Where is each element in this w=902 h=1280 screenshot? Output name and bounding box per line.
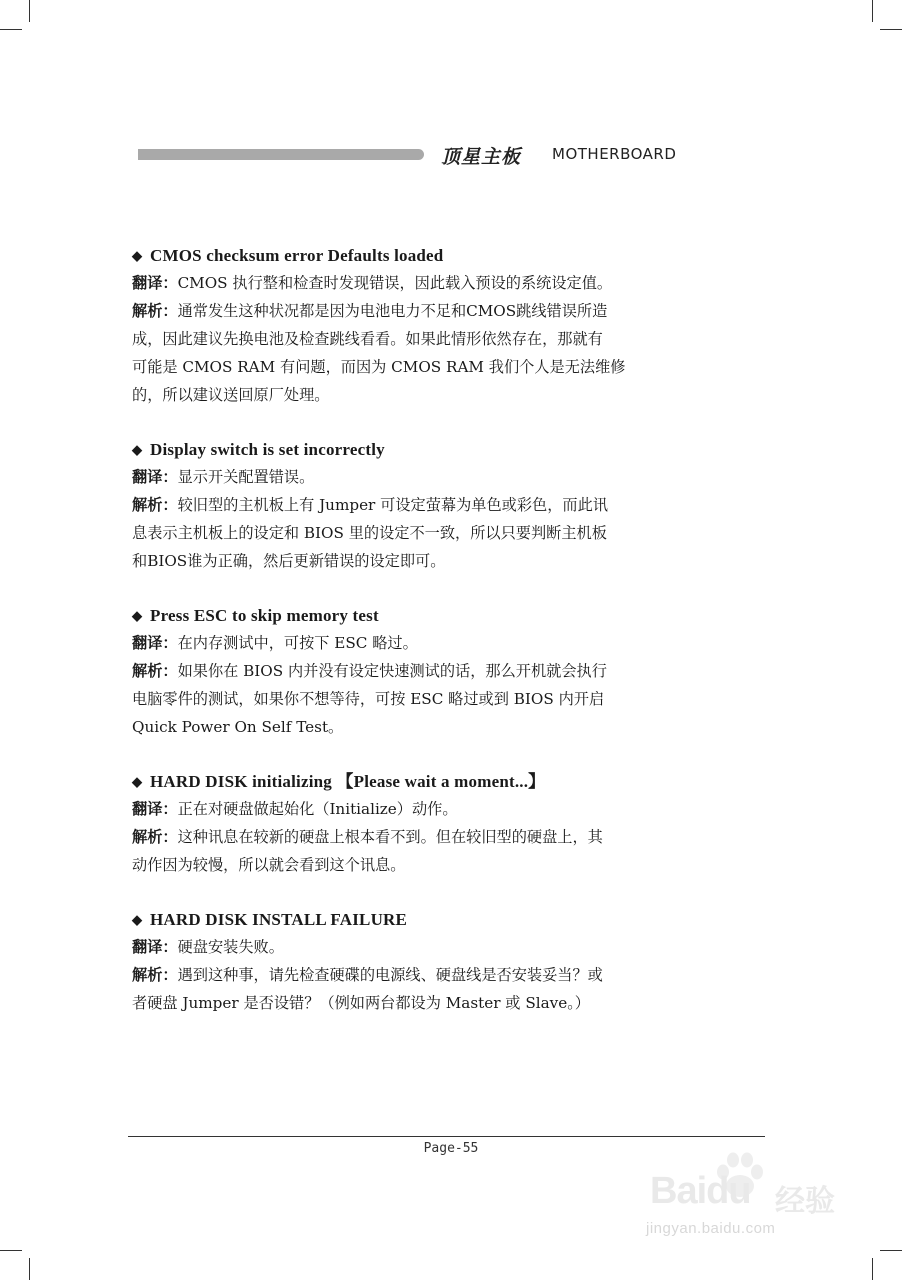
section-heading bbox=[132, 603, 762, 629]
analysis-line: 者硬盘 Jumper 是否设错？（例如两台都设为 Master 或 Slave。） bbox=[132, 994, 590, 1012]
analysis-text: 遇到这种事，请先检查硬碟的电源线、硬盘线是否安装妥当？或 bbox=[177, 966, 603, 984]
section-hard-disk-initializing bbox=[132, 769, 762, 879]
diamond-bullet-icon: ◆ bbox=[132, 912, 143, 927]
section-title: Display switch is set incorrectly bbox=[150, 440, 385, 459]
translation-label: 翻译： bbox=[132, 800, 178, 818]
translation-text: 显示开关配置错误。 bbox=[177, 468, 315, 486]
section-cmos-checksum bbox=[132, 243, 762, 409]
translation-line bbox=[132, 933, 762, 961]
analysis-line: 息表示主机板上的设定和 BIOS 里的设定不一致，所以只要判断主机板 bbox=[132, 524, 607, 542]
crop-mark-top-left-v bbox=[29, 0, 30, 22]
translation-line bbox=[132, 629, 762, 657]
crop-mark-bottom-right-h bbox=[880, 1250, 902, 1251]
translation-label: 翻译： bbox=[132, 634, 178, 652]
translation-text: 在内存测试中，可按下 ESC 略过。 bbox=[177, 634, 418, 652]
analysis-label: 解析： bbox=[132, 662, 178, 680]
analysis-label: 解析： bbox=[132, 302, 178, 320]
crop-mark-bottom-right-v bbox=[872, 1258, 873, 1280]
section-title: HARD DISK INSTALL FAILURE bbox=[150, 910, 408, 929]
translation-text: 正在对硬盘做起始化（Initialize）动作。 bbox=[177, 800, 458, 818]
section-heading bbox=[132, 437, 762, 463]
analysis-line: 成，因此建议先换电池及检查跳线看看。如果此情形依然存在，那就有 bbox=[132, 330, 603, 348]
analysis-line bbox=[132, 961, 762, 989]
analysis-line bbox=[132, 491, 762, 519]
watermark-logo: Baidu bbox=[650, 1170, 751, 1212]
brand-name-en: MOTHERBOARD bbox=[552, 145, 677, 163]
crop-mark-top-left-h bbox=[0, 29, 22, 30]
analysis-line: Quick Power On Self Test。 bbox=[132, 718, 344, 736]
section-title: CMOS checksum error Defaults loaded bbox=[150, 246, 444, 265]
diamond-bullet-icon: ◆ bbox=[132, 608, 143, 623]
translation-label: 翻译： bbox=[132, 274, 178, 292]
analysis-text: 这种讯息在较新的硬盘上根本看不到。但在较旧型的硬盘上，其 bbox=[177, 828, 603, 846]
analysis-line: 可能是 CMOS RAM 有问题，而因为 CMOS RAM 我们个人是无法维修 bbox=[132, 358, 626, 376]
analysis-text: 通常发生这种状况都是因为电池电力不足和CMOS跳线错误所造 bbox=[177, 302, 608, 320]
analysis-text: 较旧型的主机板上有 Jumper 可设定萤幕为单色或彩色，而此讯 bbox=[177, 496, 608, 514]
analysis-line bbox=[132, 823, 762, 851]
section-heading bbox=[132, 907, 762, 933]
section-press-esc bbox=[132, 603, 762, 741]
translation-label: 翻译： bbox=[132, 468, 178, 486]
analysis-line: 的，所以建议送回原厂处理。 bbox=[132, 386, 330, 404]
analysis-line bbox=[132, 657, 762, 685]
translation-line bbox=[132, 463, 762, 491]
translation-text: 硬盘安装失败。 bbox=[177, 938, 284, 956]
translation-line bbox=[132, 795, 762, 823]
analysis-label: 解析： bbox=[132, 496, 178, 514]
section-hard-disk-install-failure bbox=[132, 907, 762, 1017]
crop-mark-top-right-h bbox=[880, 29, 902, 30]
footer-divider bbox=[128, 1136, 765, 1137]
analysis-label: 解析： bbox=[132, 828, 178, 846]
analysis-line bbox=[132, 297, 762, 325]
analysis-line: 电脑零件的测试，如果你不想等待，可按 ESC 略过或到 BIOS 内开启 bbox=[132, 690, 605, 708]
analysis-text: 如果你在 BIOS 内并没有设定快速测试的话，那么开机就会执行 bbox=[177, 662, 607, 680]
crop-mark-bottom-left-v bbox=[29, 1258, 30, 1280]
page-number: Page-55 bbox=[423, 1141, 479, 1156]
analysis-line: 和BIOS谁为正确，然后更新错误的设定即可。 bbox=[132, 552, 446, 570]
watermark-title: 经验 bbox=[775, 1184, 835, 1219]
translation-line bbox=[132, 269, 762, 297]
diamond-bullet-icon: ◆ bbox=[132, 774, 143, 789]
section-heading bbox=[132, 769, 762, 795]
analysis-line: 动作因为较慢，所以就会看到这个讯息。 bbox=[132, 856, 406, 874]
section-title: HARD DISK initializing 【Please wait a moment...】 bbox=[150, 772, 546, 791]
crop-mark-bottom-left-h bbox=[0, 1250, 22, 1251]
diamond-bullet-icon: ◆ bbox=[132, 442, 143, 457]
diamond-bullet-icon: ◆ bbox=[132, 248, 143, 263]
crop-mark-top-right-v bbox=[872, 0, 873, 22]
header-bar bbox=[138, 149, 424, 160]
baidu-watermark bbox=[640, 1148, 870, 1243]
watermark-url: jingyan.baidu.com bbox=[646, 1220, 776, 1237]
translation-text: CMOS 执行整和检查时发现错误，因此载入预设的系统设定值。 bbox=[177, 274, 613, 292]
translation-label: 翻译： bbox=[132, 938, 178, 956]
section-title: Press ESC to skip memory test bbox=[150, 606, 379, 625]
section-display-switch bbox=[132, 437, 762, 575]
analysis-label: 解析： bbox=[132, 966, 178, 984]
section-heading bbox=[132, 243, 762, 269]
brand-logo-cn: 顶星主板 bbox=[441, 146, 522, 168]
page-content bbox=[132, 243, 762, 1045]
